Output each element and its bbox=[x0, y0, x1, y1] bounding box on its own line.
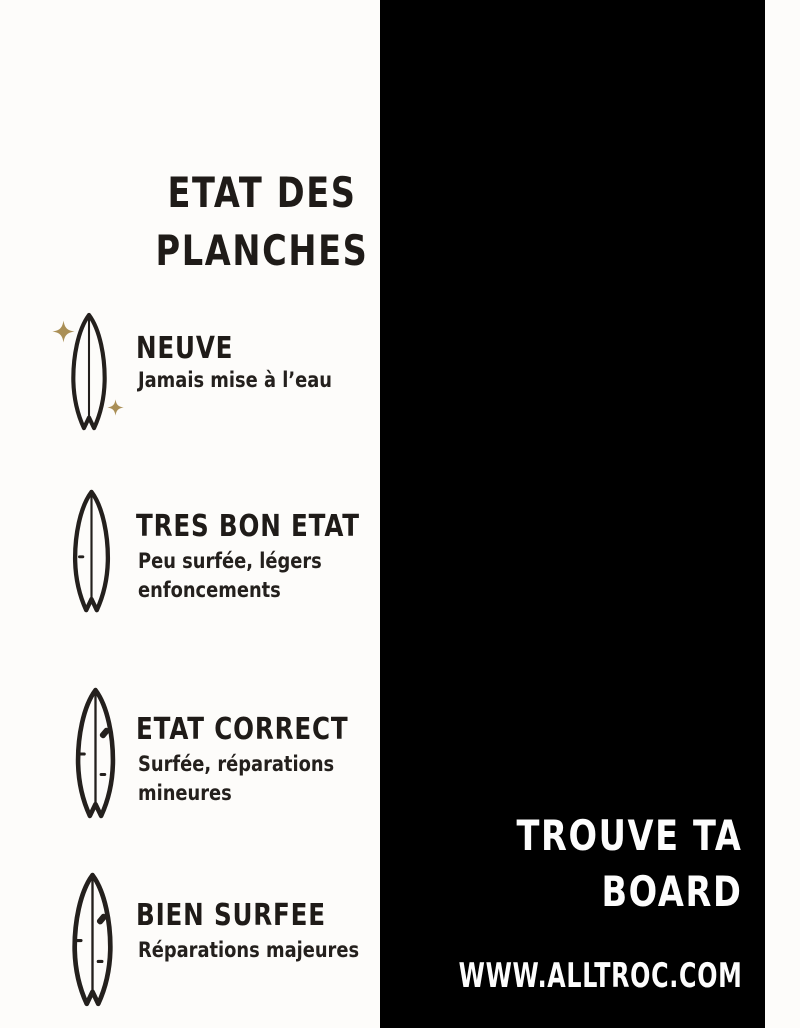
surfboard-major-repairs-icon bbox=[60, 872, 125, 1008]
condition-description-line: Réparations majeures bbox=[138, 938, 360, 962]
condition-name: BIEN SURFEE bbox=[136, 898, 326, 933]
tagline bbox=[517, 808, 743, 920]
condition-description-line: enfoncements bbox=[138, 577, 281, 602]
condition-description bbox=[138, 750, 334, 807]
condition-description-line: Surfée, réparations bbox=[138, 752, 335, 776]
surfboard-minor-repairs-icon bbox=[63, 687, 128, 820]
surfboard-new-sparkles-icon bbox=[66, 311, 112, 433]
condition-description bbox=[138, 547, 322, 604]
website-url: WWW.ALLTROC.COM bbox=[459, 956, 743, 996]
condition-name: ETAT CORRECT bbox=[136, 712, 349, 747]
condition-name: TRES BON ETAT bbox=[136, 509, 360, 544]
condition-description bbox=[138, 936, 359, 965]
tagline-line-1: TROUVE TA bbox=[516, 811, 743, 860]
page-title-line-1: ETAT DES bbox=[167, 168, 357, 217]
tagline-line-2: BOARD bbox=[601, 866, 743, 916]
page-title-line-2: PLANCHES bbox=[155, 225, 369, 275]
condition-description-line: Jamais mise à l’eau bbox=[138, 368, 332, 392]
surfboard-minor-dings-icon bbox=[63, 489, 120, 614]
condition-description-line: mineures bbox=[138, 780, 232, 805]
condition-description-line: Peu surfée, légers bbox=[138, 549, 322, 573]
page-title bbox=[142, 164, 382, 280]
condition-description bbox=[138, 366, 332, 395]
condition-name: NEUVE bbox=[136, 331, 234, 366]
